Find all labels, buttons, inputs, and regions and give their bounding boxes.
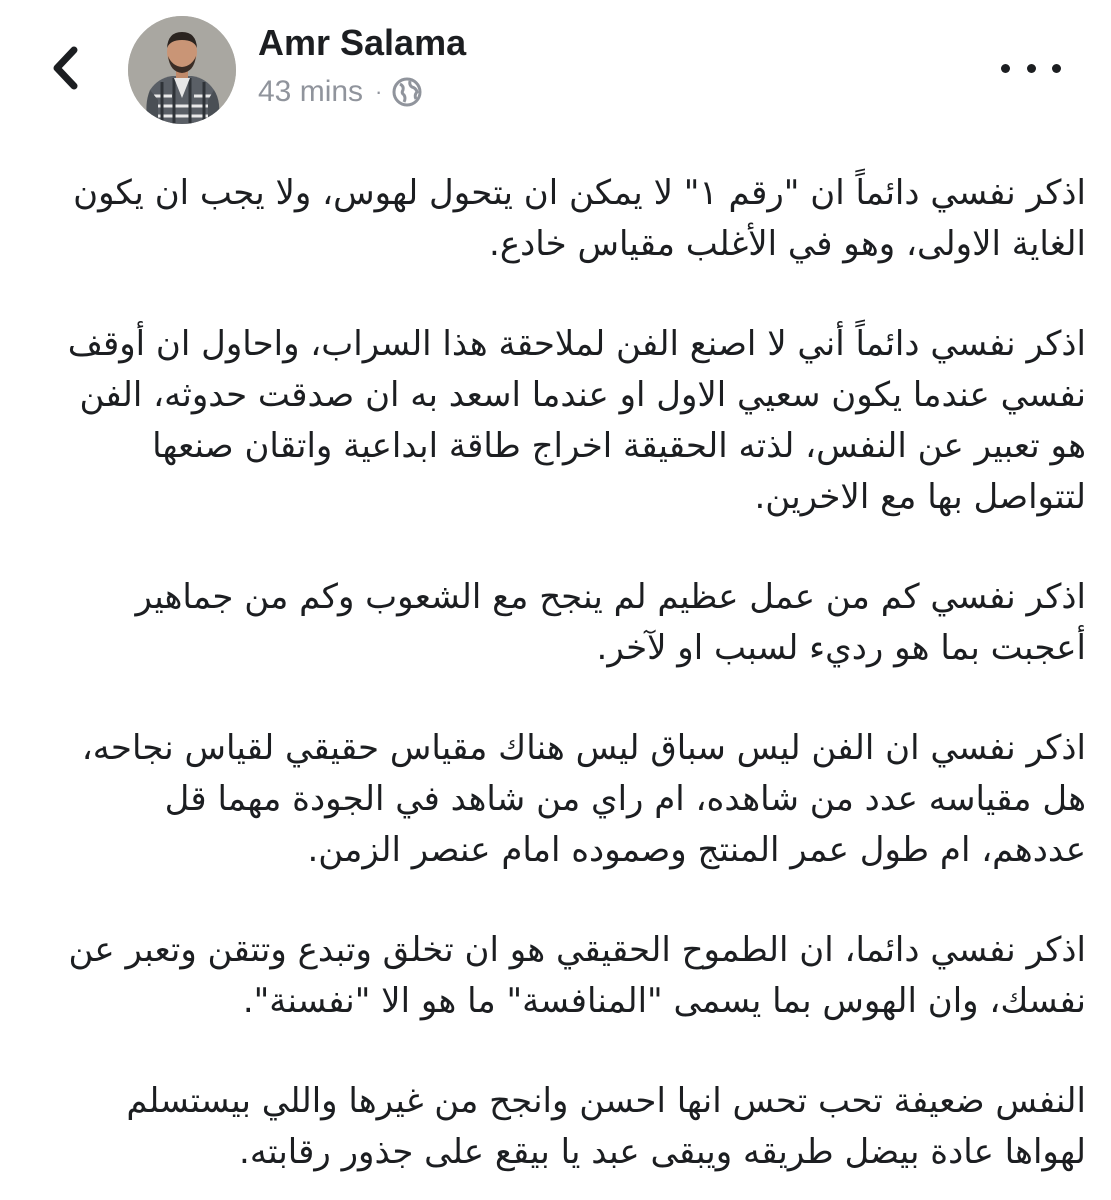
post-paragraph: اذكر نفسي ان الفن ليس سباق ليس هناك مقياس حقيقي لقياس نجاحه، هل مقياسه عدد من شاهده، ام راي من شاهد في الجودة مهما قل عددهم، ام طول عمر المنتج وصموده امام عنصر الزمن. [81,728,1086,870]
more-dot-icon [1001,64,1010,73]
post-paragraph: اذكر نفسي دائما، ان الطموح الحقيقي هو ان تخلق وتبدع وتتقن وتعبر عن نفسك، وان الهوس بما يسمى "المنافسة" ما هو الا "نفسنة". [68,930,1086,1021]
author-avatar[interactable] [128,16,236,124]
avatar-photo [128,16,236,124]
post-paragraph: اذكر نفسي دائماً ان "رقم ١" لا يمكن ان يتحول لهوس، ولا يجب ان يكون الغاية الاولى، وهو في الأغلب مقياس خادع. [73,173,1086,264]
post-header [0,0,1111,150]
post-paragraph: النفس ضعيفة تحب تحس انها احسن وانجح من غيرها واللي بيستسلم لهواها عادة بيضل طريقه ويبقى عبد يا بيقع على جذور رقابته. [126,1081,1086,1172]
more-dot-icon [1052,64,1061,73]
more-options-button[interactable] [1001,50,1061,86]
meta-separator: · [375,79,383,104]
more-dot-icon [1027,64,1036,73]
globe-icon[interactable] [392,77,422,107]
post-paragraph: اذكر نفسي دائماً أني لا اصنع الفن لملاحقة هذا السراب، واحاول ان أوقف نفسي عندما يكون سعيي الاول او عندما اسعد به ان صدقت حدوثه، الفن هو تعبير عن النفس، لذته الحقيقة اخراج طاقة ابداعية واتقان صنعها لتتواصل بها مع الاخرين. [67,324,1086,517]
chevron-left-icon [50,44,80,92]
back-button[interactable] [40,40,90,96]
post-text [52,168,1086,1178]
author-name[interactable]: Amr Salama [258,22,467,63]
post-paragraph: اذكر نفسي كم من عمل عظيم لم ينجح مع الشعوب وكم من جماهير أعجبت بما هو رديء لسبب او لآخر. [135,577,1086,668]
post-time[interactable]: 43 mins [258,75,364,108]
post-meta [258,72,422,112]
